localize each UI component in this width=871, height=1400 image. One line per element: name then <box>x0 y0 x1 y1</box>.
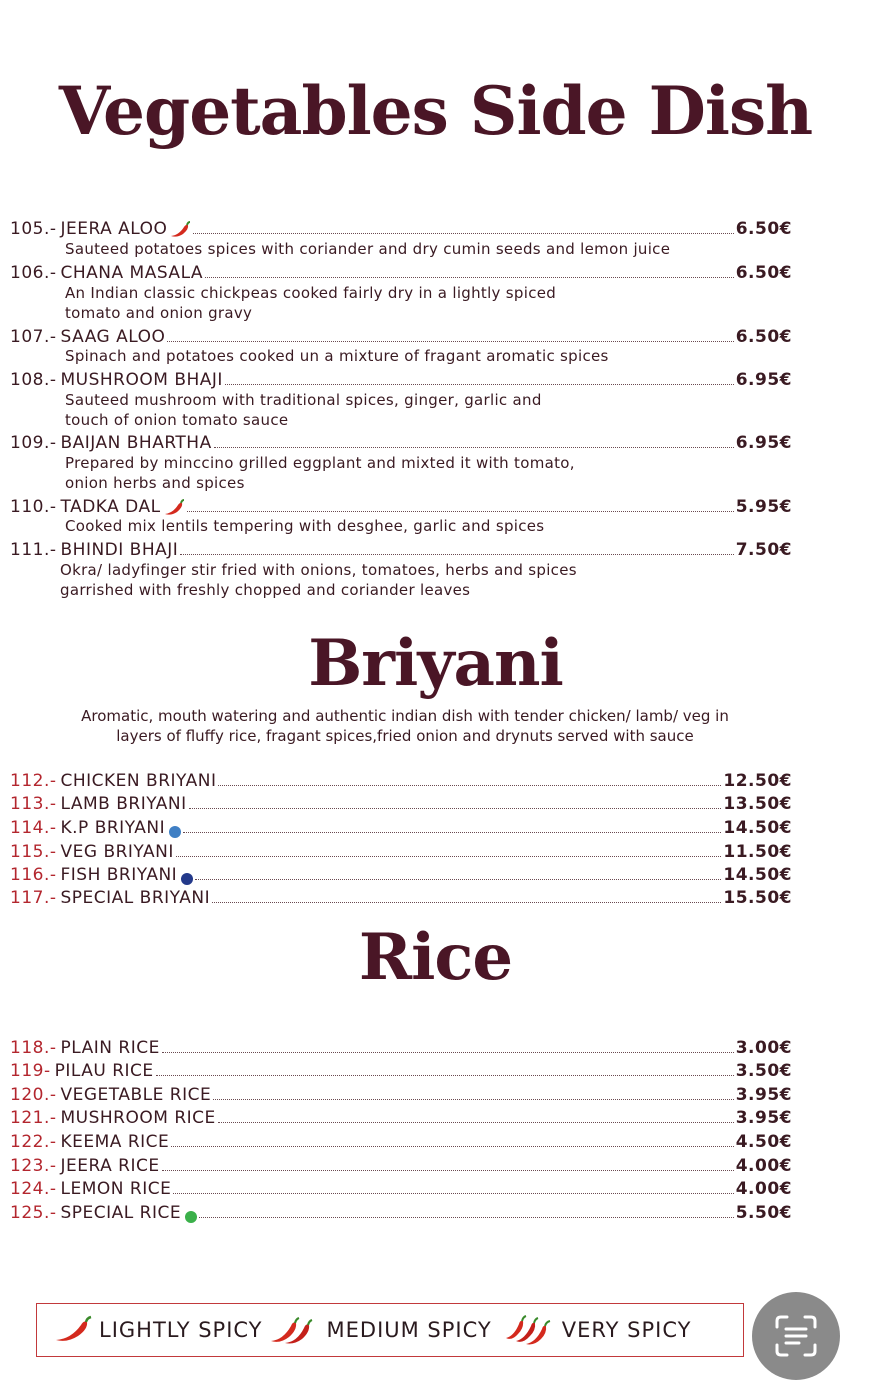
leader-dots <box>205 276 734 278</box>
scan-text-button[interactable] <box>752 1292 840 1380</box>
leader-dots <box>199 1216 734 1218</box>
legend-label: LIGHTLY SPICY <box>99 1318 263 1342</box>
menu-item-106 <box>10 261 792 283</box>
menu-item-118 <box>10 1036 792 1058</box>
section-title-vegetables: Vegetables Side Dish <box>58 72 813 150</box>
leader-dots <box>195 878 721 880</box>
item-description <box>65 516 765 536</box>
leader-dots <box>187 510 734 512</box>
item-number: 117.- <box>10 888 57 908</box>
item-name: VEG BRIYANI <box>60 842 174 862</box>
item-name: FISH BRIYANI <box>60 865 178 885</box>
item-name: TADKA DAL <box>60 497 161 517</box>
leader-dots <box>218 1121 734 1123</box>
menu-item-116 <box>10 863 792 885</box>
item-price: 6.95€ <box>735 433 792 453</box>
leader-dots <box>189 807 722 809</box>
menu-item-114 <box>10 816 792 838</box>
dietary-badge-icon <box>169 826 181 838</box>
item-price: 14.50€ <box>723 818 792 838</box>
item-number: 120.- <box>10 1085 57 1105</box>
item-description-line: Spinach and potatoes cooked un a mixture of fragant aromatic spices <box>65 347 609 365</box>
chili-pepper-icon <box>169 221 191 239</box>
menu-item-122 <box>10 1130 792 1152</box>
leader-dots <box>162 1169 734 1171</box>
item-number: 116.- <box>10 865 57 885</box>
item-name: SAAG ALOO <box>60 327 166 347</box>
menu-item-121 <box>10 1106 792 1128</box>
item-number: 119- <box>10 1061 51 1081</box>
item-description-line: Sauteed mushroom with traditional spices, ginger, garlic and <box>65 391 542 409</box>
item-price: 3.00€ <box>735 1038 792 1058</box>
chili-pepper-icon <box>53 1315 93 1345</box>
item-number: 113.- <box>10 794 57 814</box>
item-number: 109.- <box>10 433 57 453</box>
item-name: PILAU RICE <box>54 1061 154 1081</box>
item-name: VEGETABLE RICE <box>60 1085 212 1105</box>
item-description-line: touch of onion tomato sauce <box>65 411 289 429</box>
item-description <box>60 560 760 600</box>
leader-dots <box>225 383 734 385</box>
item-price: 3.50€ <box>735 1061 792 1081</box>
item-number: 105.- <box>10 219 57 239</box>
item-name: MUSHROOM BHAJI <box>60 370 223 390</box>
item-number: 111.- <box>10 540 57 560</box>
leader-dots <box>180 553 733 555</box>
leader-dots <box>213 1098 734 1100</box>
item-name: BAIJAN BHARTHA <box>60 433 212 453</box>
item-description-line: An Indian classic chickpeas cooked fairly dry in a lightly spiced <box>65 284 557 302</box>
menu-item-111 <box>10 538 792 560</box>
legend-very-spicy <box>504 1314 692 1346</box>
menu-item-117 <box>10 886 792 908</box>
item-price: 11.50€ <box>723 842 792 862</box>
leader-dots <box>156 1074 734 1076</box>
item-price: 4.00€ <box>735 1179 792 1199</box>
leader-dots <box>162 1051 734 1053</box>
item-name: K.P BRIYANI <box>60 818 166 838</box>
item-description <box>65 346 765 366</box>
item-number: 115.- <box>10 842 57 862</box>
leader-dots <box>218 784 721 786</box>
item-number: 124.- <box>10 1179 57 1199</box>
menu-item-109 <box>10 431 792 453</box>
item-number: 110.- <box>10 497 57 517</box>
item-number: 125.- <box>10 1203 57 1223</box>
dietary-badge-icon <box>181 873 193 885</box>
item-name: SPECIAL BRIYANI <box>60 888 211 908</box>
section-title-briyani: Briyani <box>308 626 563 701</box>
item-number: 107.- <box>10 327 57 347</box>
section-intro-line: Aromatic, mouth watering and authentic indian dish with tender chicken/ lamb/ veg in <box>81 707 729 725</box>
menu-item-112 <box>10 769 792 791</box>
item-description-line: Okra/ ladyfinger stir fried with onions, tomatoes, herbs and spices <box>60 561 577 579</box>
menu-item-125 <box>10 1201 792 1223</box>
chili-pepper-icon <box>504 1314 552 1346</box>
leader-dots <box>214 446 734 448</box>
section-intro-line: layers of fluffy rice, fragant spices,fried onion and drynuts served with sauce <box>116 727 694 745</box>
item-number: 106.- <box>10 263 57 283</box>
item-price: 13.50€ <box>723 794 792 814</box>
item-description-line: Prepared by minccino grilled eggplant and mixted it with tomato, <box>65 454 575 472</box>
legend-medium-spicy <box>269 1314 492 1346</box>
spice-legend <box>36 1303 744 1357</box>
item-price: 6.95€ <box>735 370 792 390</box>
menu-item-113 <box>10 792 792 814</box>
item-number: 112.- <box>10 771 57 791</box>
chili-pepper-icon <box>269 1314 313 1346</box>
item-name: PLAIN RICE <box>60 1038 160 1058</box>
legend-label: MEDIUM SPICY <box>326 1318 492 1342</box>
menu-item-123 <box>10 1154 792 1176</box>
leader-dots <box>171 1145 733 1147</box>
item-name: CHICKEN BRIYANI <box>60 771 217 791</box>
item-name: LEMON RICE <box>60 1179 172 1199</box>
item-description <box>65 390 765 430</box>
item-name: SPECIAL RICE <box>60 1203 182 1223</box>
item-description <box>65 239 765 259</box>
item-description <box>65 283 765 323</box>
menu-item-110 <box>10 495 792 517</box>
item-price: 6.50€ <box>735 327 792 347</box>
dietary-badge-icon <box>185 1211 197 1223</box>
item-description-line: Cooked mix lentils tempering with desghee, garlic and spices <box>65 517 545 535</box>
item-description <box>65 453 765 493</box>
item-description-line: tomato and onion gravy <box>65 304 253 322</box>
leader-dots <box>212 901 721 903</box>
legend-lightly-spicy <box>53 1315 263 1345</box>
menu-item-108 <box>10 368 792 390</box>
item-number: 121.- <box>10 1108 57 1128</box>
item-price: 6.50€ <box>735 263 792 283</box>
item-description-line: onion herbs and spices <box>65 474 245 492</box>
item-name: BHINDI BHAJI <box>60 540 179 560</box>
item-number: 122.- <box>10 1132 57 1152</box>
item-price: 3.95€ <box>735 1085 792 1105</box>
item-price: 5.50€ <box>735 1203 792 1223</box>
menu-item-119 <box>10 1059 792 1081</box>
item-description-line: Sauteed potatoes spices with coriander and dry cumin seeds and lemon juice <box>65 240 671 258</box>
section-intro <box>20 706 790 746</box>
menu-item-107 <box>10 325 792 347</box>
item-price: 15.50€ <box>723 888 792 908</box>
item-name: LAMB BRIYANI <box>60 794 187 814</box>
leader-dots <box>183 831 721 833</box>
menu-item-124 <box>10 1177 792 1199</box>
section-title-rice: Rice <box>358 920 513 995</box>
item-price: 7.50€ <box>735 540 792 560</box>
leader-dots <box>176 855 722 857</box>
menu-item-115 <box>10 840 792 862</box>
leader-dots <box>193 232 733 234</box>
item-price: 6.50€ <box>735 219 792 239</box>
item-name: JEERA ALOO <box>60 219 168 239</box>
item-price: 4.00€ <box>735 1156 792 1176</box>
item-price: 4.50€ <box>735 1132 792 1152</box>
item-number: 114.- <box>10 818 57 838</box>
item-description-line: garrished with freshly chopped and coriander leaves <box>60 581 471 599</box>
item-number: 123.- <box>10 1156 57 1176</box>
leader-dots <box>167 340 733 342</box>
item-number: 108.- <box>10 370 57 390</box>
item-price: 12.50€ <box>723 771 792 791</box>
item-name: JEERA RICE <box>60 1156 160 1176</box>
menu-item-120 <box>10 1083 792 1105</box>
item-name: MUSHROOM RICE <box>60 1108 216 1128</box>
item-name: KEEMA RICE <box>60 1132 170 1152</box>
item-price: 3.95€ <box>735 1108 792 1128</box>
item-price: 5.95€ <box>735 497 792 517</box>
leader-dots <box>173 1192 733 1194</box>
legend-label: VERY SPICY <box>561 1318 692 1342</box>
item-number: 118.- <box>10 1038 57 1058</box>
chili-pepper-icon <box>163 499 185 517</box>
scan-text-icon <box>773 1313 819 1359</box>
item-name: CHANA MASALA <box>60 263 204 283</box>
item-price: 14.50€ <box>723 865 792 885</box>
menu-item-105 <box>10 217 792 239</box>
